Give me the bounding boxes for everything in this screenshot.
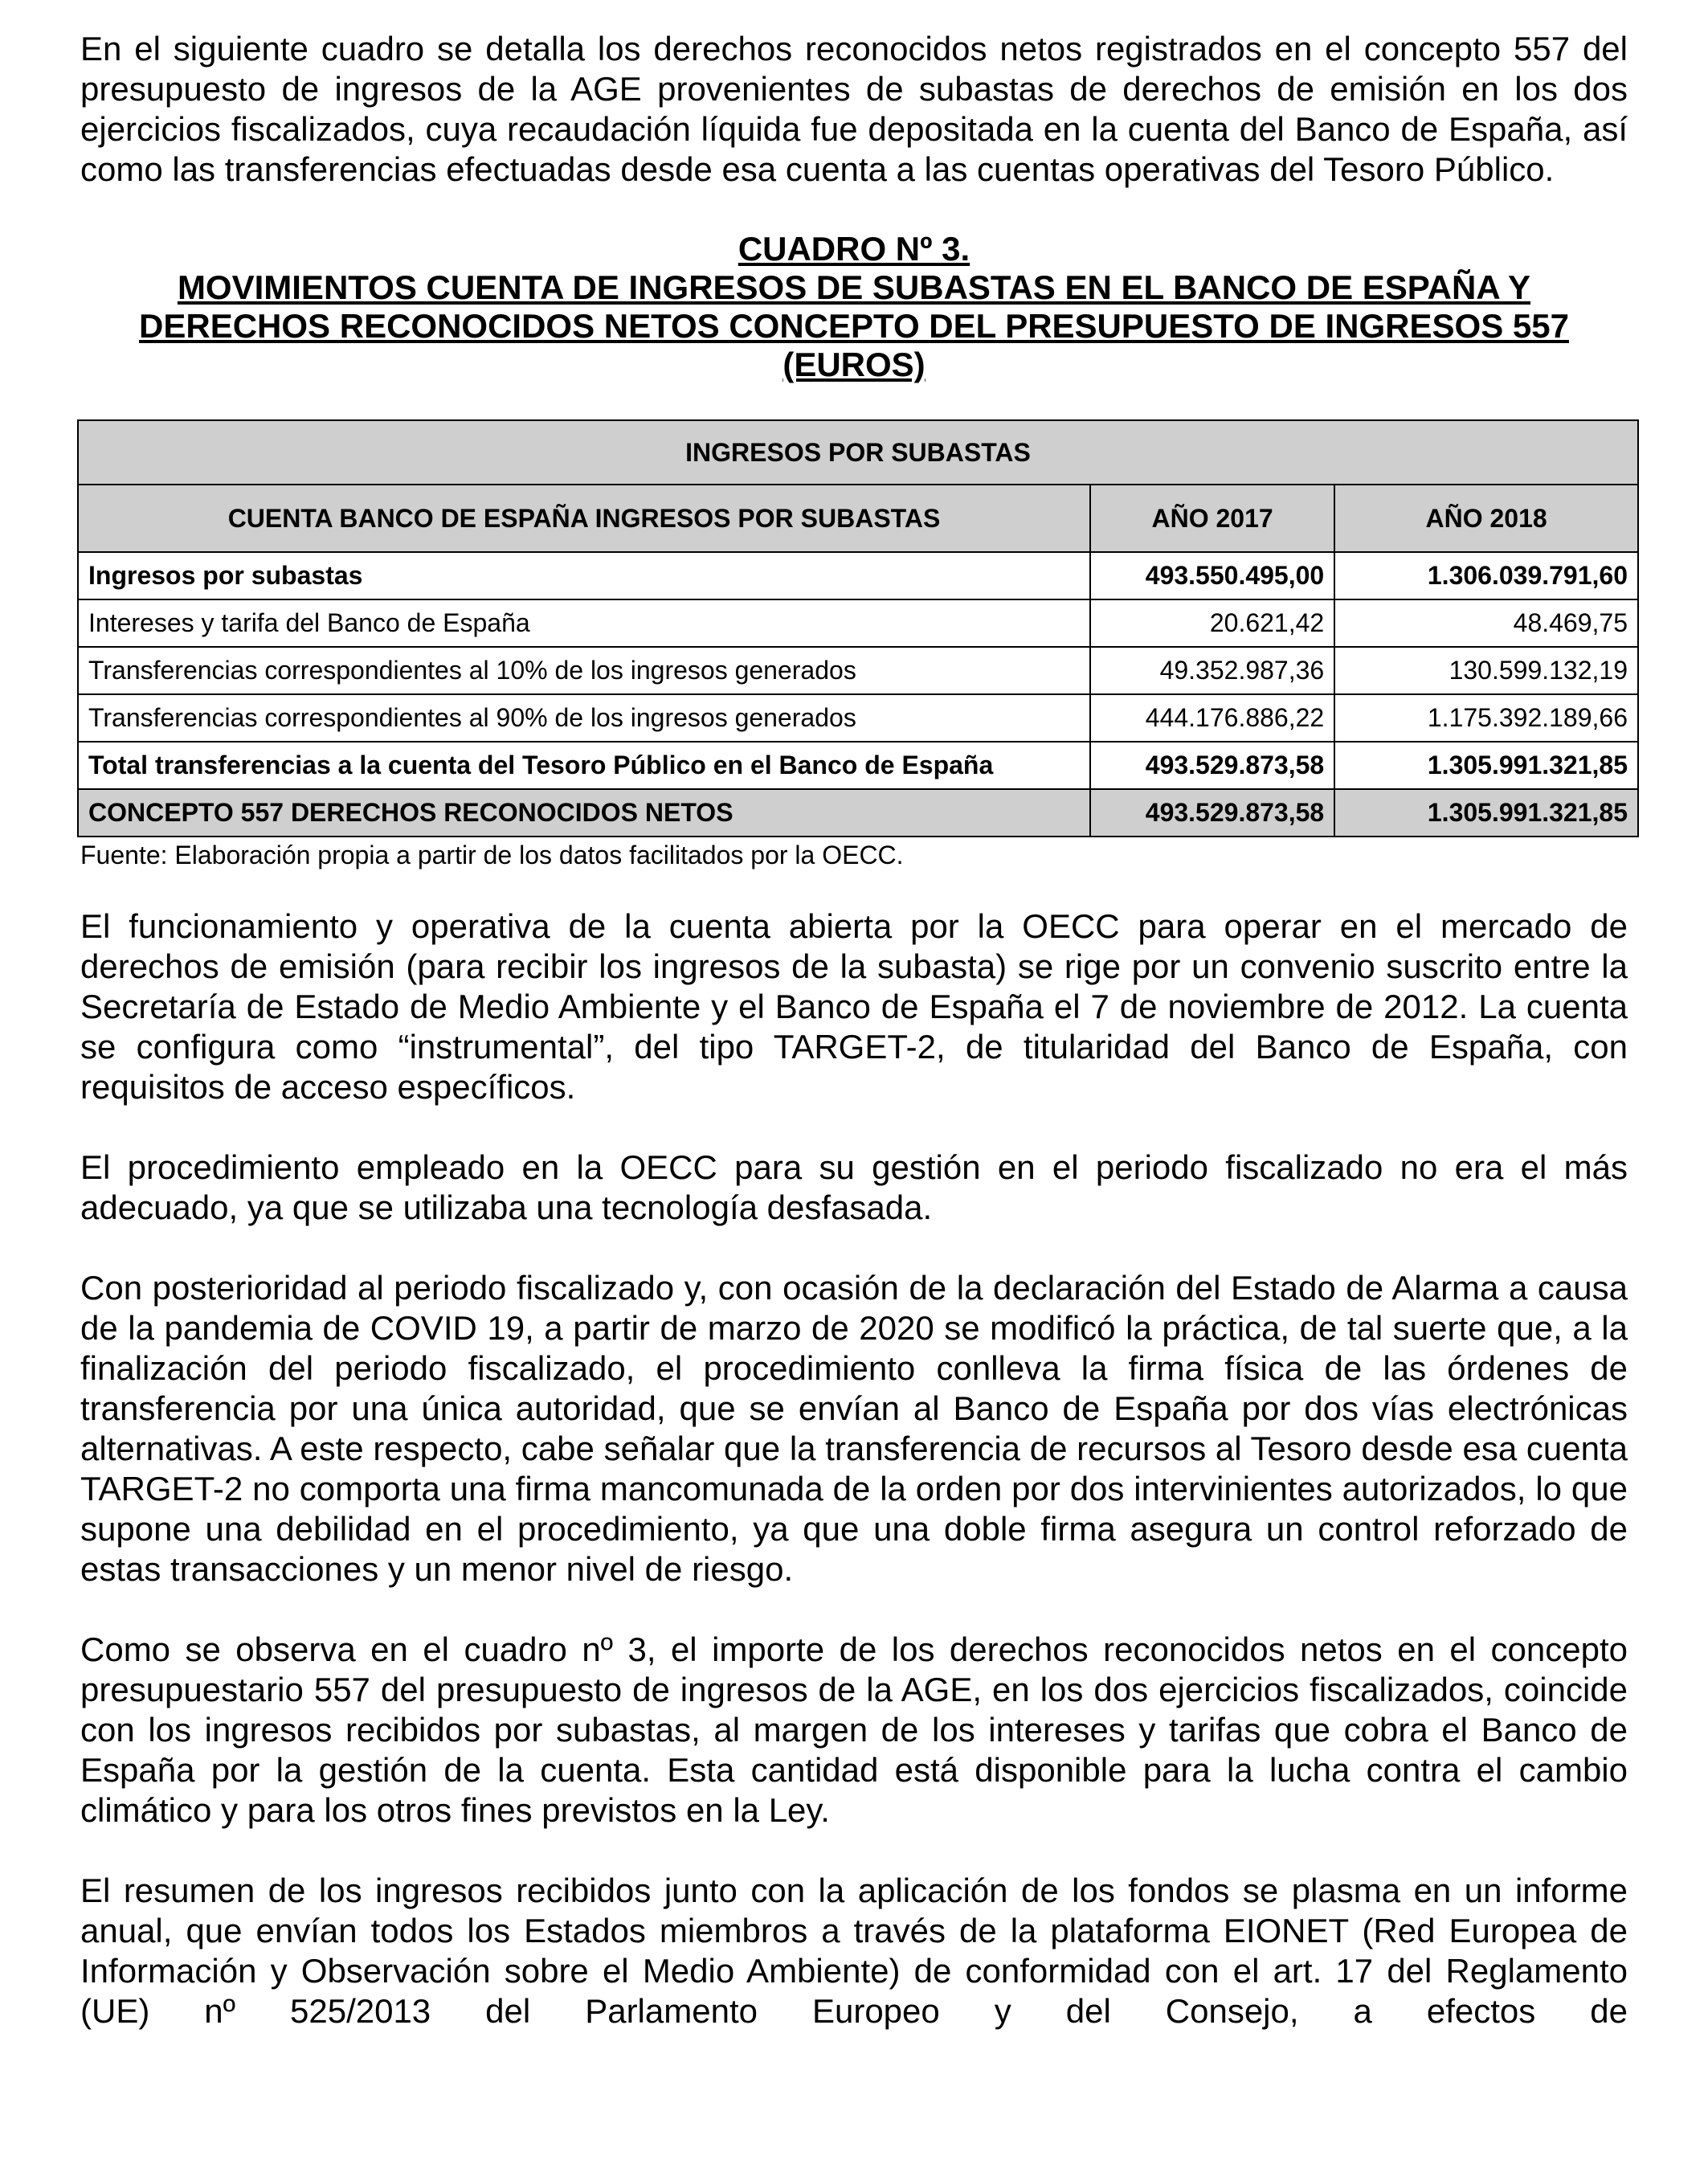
body-paragraph: El funcionamiento y operativa de la cuenta abierta por la OECC para operar en el mercado de derechos de emisión (para recibir los ingresos de la subasta) se rige por un convenio suscrito entre la Secretaría de Estado de Medio Ambiente y el Banco de España el 7 de noviembre de 2012. La cuenta se configura como “instrumental”, del tipo TARGET-2, de titularidad del Banco de España, con requisitos de acceso específicos. xyxy=(80,907,1628,1106)
column-header-2017: AÑO 2017 xyxy=(1090,485,1334,552)
row-value-2018: 1.305.991.321,85 xyxy=(1334,742,1638,789)
body-paragraph: Como se observa en el cuadro nº 3, el importe de los derechos reconocidos netos en el concepto presupuestario 557 del presupuesto de ingresos de la AGE, en los dos ejercicios fiscalizados, coincide con los ingresos recibidos por subastas, al margen de los intereses y tarifas que cobra el Banco de España por la gestión de la cuenta. Esta cantidad está disponible para la lucha contra el cambio climático y para los otros fines previstos en la Ley. xyxy=(80,1630,1628,1829)
table-row xyxy=(78,552,1638,599)
row-value-2018: 1.306.039.791,60 xyxy=(1334,552,1638,599)
document-page xyxy=(80,29,1628,2031)
row-value-2018: 1.305.991.321,85 xyxy=(1334,789,1638,837)
source-note: Fuente: Elaboración propia a partir de los datos facilitados por la OECC. xyxy=(80,841,904,869)
table-title xyxy=(80,230,1628,384)
row-value-2017: 20.621,42 xyxy=(1090,599,1334,647)
income-table xyxy=(77,419,1639,837)
row-value-2017: 444.176.886,22 xyxy=(1090,694,1334,742)
table-title-line: MOVIMIENTOS CUENTA DE INGRESOS DE SUBASTAS EN EL BANCO DE ESPAÑA Y xyxy=(177,268,1531,306)
row-label: Total transferencias a la cuenta del Tesoro Público en el Banco de España xyxy=(78,742,1090,789)
row-label: CONCEPTO 557 DERECHOS RECONOCIDOS NETOS xyxy=(78,789,1090,837)
table-row xyxy=(78,599,1638,647)
row-value-2017: 49.352.987,36 xyxy=(1090,647,1334,694)
table-row xyxy=(78,789,1638,837)
table-row xyxy=(78,647,1638,694)
row-value-2017: 493.529.873,58 xyxy=(1090,789,1334,837)
body-paragraph: El procedimiento empleado en la OECC para su gestión en el periodo fiscalizado no era el más adecuado, ya que se utilizaba una tecnología desfasada. xyxy=(80,1148,1628,1226)
row-value-2018: 130.599.132,19 xyxy=(1334,647,1638,694)
row-label: Transferencias correspondientes al 90% de los ingresos generados xyxy=(78,694,1090,742)
row-value-2018: 1.175.392.189,66 xyxy=(1334,694,1638,742)
table-title-line: DERECHOS RECONOCIDOS NETOS CONCEPTO DEL PRESUPUESTO DE INGRESOS 557 xyxy=(139,307,1569,345)
row-value-2018: 48.469,75 xyxy=(1334,599,1638,647)
row-label: Ingresos por subastas xyxy=(78,552,1090,599)
table-main-header: INGRESOS POR SUBASTAS xyxy=(78,420,1638,485)
row-label: Transferencias correspondientes al 10% de los ingresos generados xyxy=(78,647,1090,694)
table-title-line: CUADRO Nº 3. xyxy=(738,230,970,268)
body-paragraph: El resumen de los ingresos recibidos junto con la aplicación de los fondos se plasma en un informe anual, que envían todos los Estados miembros a través de la plataforma EIONET (Red Europea de Información y Observación sobre el Medio Ambiente) de conformidad con el art. 17 del Reglamento (UE) nº 525/2013 del Parlamento Europeo y del Consejo, a efectos de xyxy=(80,1872,1628,2030)
column-header-2018: AÑO 2018 xyxy=(1334,485,1638,552)
intro-paragraph: En el siguiente cuadro se detalla los derechos reconocidos netos registrados en el concepto 557 del presupuesto de ingresos de la AGE provenientes de subastas de derechos de emisión en los dos ejercicios fiscalizados, cuya recaudación líquida fue depositada en la cuenta del Banco de España, así como las transferencias efectuadas desde esa cuenta a las cuentas operativas del Tesoro Público. xyxy=(80,30,1628,188)
row-value-2017: 493.529.873,58 xyxy=(1090,742,1334,789)
table-row xyxy=(78,694,1638,742)
row-value-2017: 493.550.495,00 xyxy=(1090,552,1334,599)
body-paragraph: Con posterioridad al periodo fiscalizado y, con ocasión de la declaración del Estado de Alarma a causa de la pandemia de COVID 19, a partir de marzo de 2020 se modificó la práctica, de tal suerte que, a la finalización del periodo fiscalizado, el procedimiento conlleva la firma física de las órdenes de transferencia por una única autoridad, que se envían al Banco de España por dos vías electrónicas alternativas. A este respecto, cabe señalar que la transferencia de recursos al Tesoro desde esa cuenta TARGET-2 no comporta una firma mancomunada de la orden por dos intervinientes autorizados, lo que supone una debilidad en el procedimiento, ya que una doble firma asegura un control reforzado de estas transacciones y un menor nivel de riesgo. xyxy=(80,1269,1628,1588)
row-label: Intereses y tarifa del Banco de España xyxy=(78,599,1090,647)
column-header-label: CUENTA BANCO DE ESPAÑA INGRESOS POR SUBASTAS xyxy=(78,485,1090,552)
table-row xyxy=(78,742,1638,789)
table-title-line: (EUROS) xyxy=(782,346,926,383)
